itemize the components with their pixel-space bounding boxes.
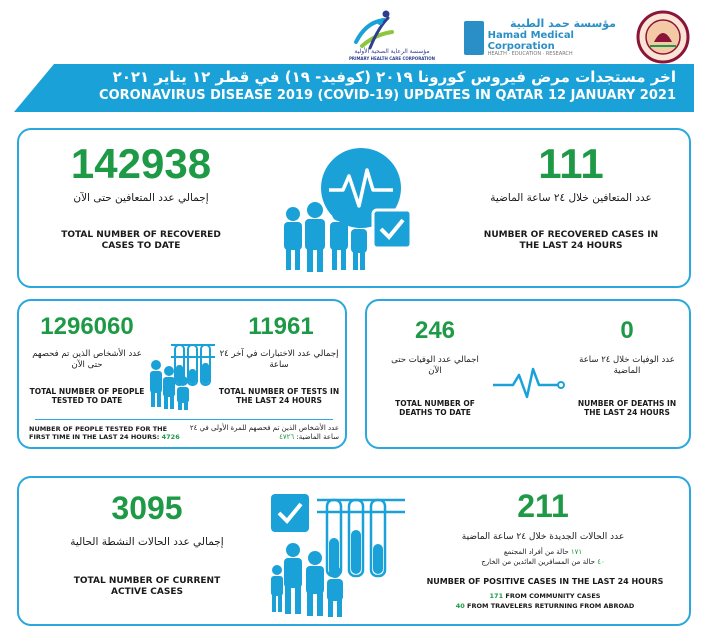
phcc-name-en: PRIMARY HEALTH CARE CORPORATION (348, 56, 436, 61)
deaths-24h-value: 0 (620, 317, 634, 344)
community-cases-en (439, 592, 651, 600)
hmc-name-ar: مؤسسة حمد الطبية (510, 17, 616, 31)
deaths-24h-label-en: NUMBER OF DEATHS IN THE LAST 24 HOURS (577, 399, 677, 418)
community-cases-value-ar: ١٧١ (570, 548, 583, 556)
recovered-24h-label-en: NUMBER OF RECOVERED CASES IN THE LAST 24 HOURS (483, 230, 659, 252)
heartbeat-line-icon (491, 363, 567, 403)
active-cases-icon (269, 486, 409, 622)
tests-24h-label-en: TOTAL NUMBER OF TESTS IN THE LAST 24 HOURS (218, 387, 340, 406)
hmc-logo (464, 18, 616, 58)
recovered-card (17, 128, 691, 288)
header-title-en: CORONAVIRUS DISEASE 2019 (COVID-19) UPDATES IN QATAR 12 JANUARY 2021 (99, 88, 676, 103)
active-total-label-ar: إجمالي عدد الحالات النشطة الحالية (70, 536, 224, 548)
recovered-people-icon (271, 140, 421, 280)
phcc-logo (326, 8, 444, 64)
travelers-cases-value-ar: ٤٠ (597, 558, 605, 566)
travelers-cases-label-en: FROM TRAVELERS RETURNING FROM ABROAD (467, 602, 635, 610)
hmc-emblem-icon (464, 21, 484, 55)
new-cases-label-ar: عدد الحالات الجديدة خلال ٢٤ ساعة الماضية (461, 532, 625, 542)
deaths-24h-label-ar: عدد الوفيات خلال ٢٤ ساعة الماضية (579, 355, 675, 377)
people-tested-value: 1296060 (40, 313, 134, 340)
active-total-label-en: TOTAL NUMBER OF CURRENT ACTIVE CASES (73, 576, 221, 598)
travelers-cases-en (419, 602, 671, 610)
new-cases-value: 211 (517, 488, 569, 524)
travelers-cases-label-ar: حالة من المسافرين العائدين من الخارج (481, 558, 595, 566)
people-tested-label-en: TOTAL NUMBER OF PEOPLE TESTED TO DATE (29, 387, 145, 406)
deaths-card (365, 299, 691, 449)
hmc-name-en: Hamad Medical Corporation (487, 30, 574, 53)
tests-divider (35, 419, 333, 420)
deaths-total-label-ar: اجمالي عدد الوفيات حتى الآن (391, 355, 479, 377)
tests-24h-label-ar: إجمالي عدد الاختبارات في آخر ٢٤ ساعة (219, 349, 339, 371)
first-time-tested-value-ar: ٤٧٢٦ (279, 433, 295, 442)
phcc-name-ar: مؤسسة الرعاية الصحية الأولية (354, 48, 430, 55)
recovered-total-label-ar: إجمالي عدد المتعافين حتى الآن (73, 192, 209, 204)
people-tested-label-ar: عدد الأشخاص الذين تم فحصهم حتى الآن (32, 349, 142, 371)
travelers-cases-ar (439, 558, 647, 566)
travelers-cases-value: 40 (455, 602, 465, 610)
recovered-24h-label-ar: عدد المتعافين خلال ٢٤ ساعة الماضية (490, 192, 652, 204)
first-time-tested-label-ar: عدد الأشخاص الذين تم فحصهم للمرة الأولى في ٢٤ ساعة الماضية: (189, 424, 339, 442)
header-banner (14, 64, 694, 112)
community-cases-label-ar: حالة من أفراد المجتمع (503, 548, 569, 556)
recovered-24h-value: 111 (538, 140, 604, 187)
new-cases-label-en: NUMBER OF POSITIVE CASES IN THE LAST 24 HOURS (426, 577, 664, 586)
moph-emblem-icon (636, 10, 690, 64)
deaths-total-value: 246 (414, 317, 456, 344)
recovered-total-label-en: TOTAL NUMBER OF RECOVERED CASES TO DATE (61, 230, 221, 252)
active-cases-card (17, 476, 691, 626)
moph-logo (636, 10, 690, 64)
active-total-value: 3095 (111, 490, 183, 526)
first-time-tested-label-en: NUMBER OF PEOPLE TESTED FOR THE FIRST TIME IN THE LAST 24 HOURS: (29, 425, 168, 442)
tests-card (17, 299, 347, 449)
hmc-tagline: HEALTH · EDUCATION · RESEARCH (487, 51, 573, 58)
first-time-tested-value: 4726 (161, 433, 180, 442)
deaths-total-label-en: TOTAL NUMBER OF DEATHS TO DATE (395, 399, 475, 418)
tests-24h-value: 11961 (248, 313, 314, 340)
community-cases-ar (459, 548, 627, 556)
community-cases-value: 171 (489, 592, 504, 600)
test-tubes-icon (147, 335, 219, 411)
community-cases-label-en: FROM COMMUNITY CASES (505, 592, 601, 600)
first-time-tested-en (29, 425, 181, 442)
header-title-ar: اخر مستجدات مرض فيروس كورونا ٢٠١٩ (كوفيد- ١٩) في قطر ١٢ يناير ٢٠٢١ (112, 68, 676, 86)
logo-bar (0, 6, 708, 64)
recovered-total-value: 142938 (70, 140, 212, 187)
first-time-tested-ar (187, 424, 339, 442)
